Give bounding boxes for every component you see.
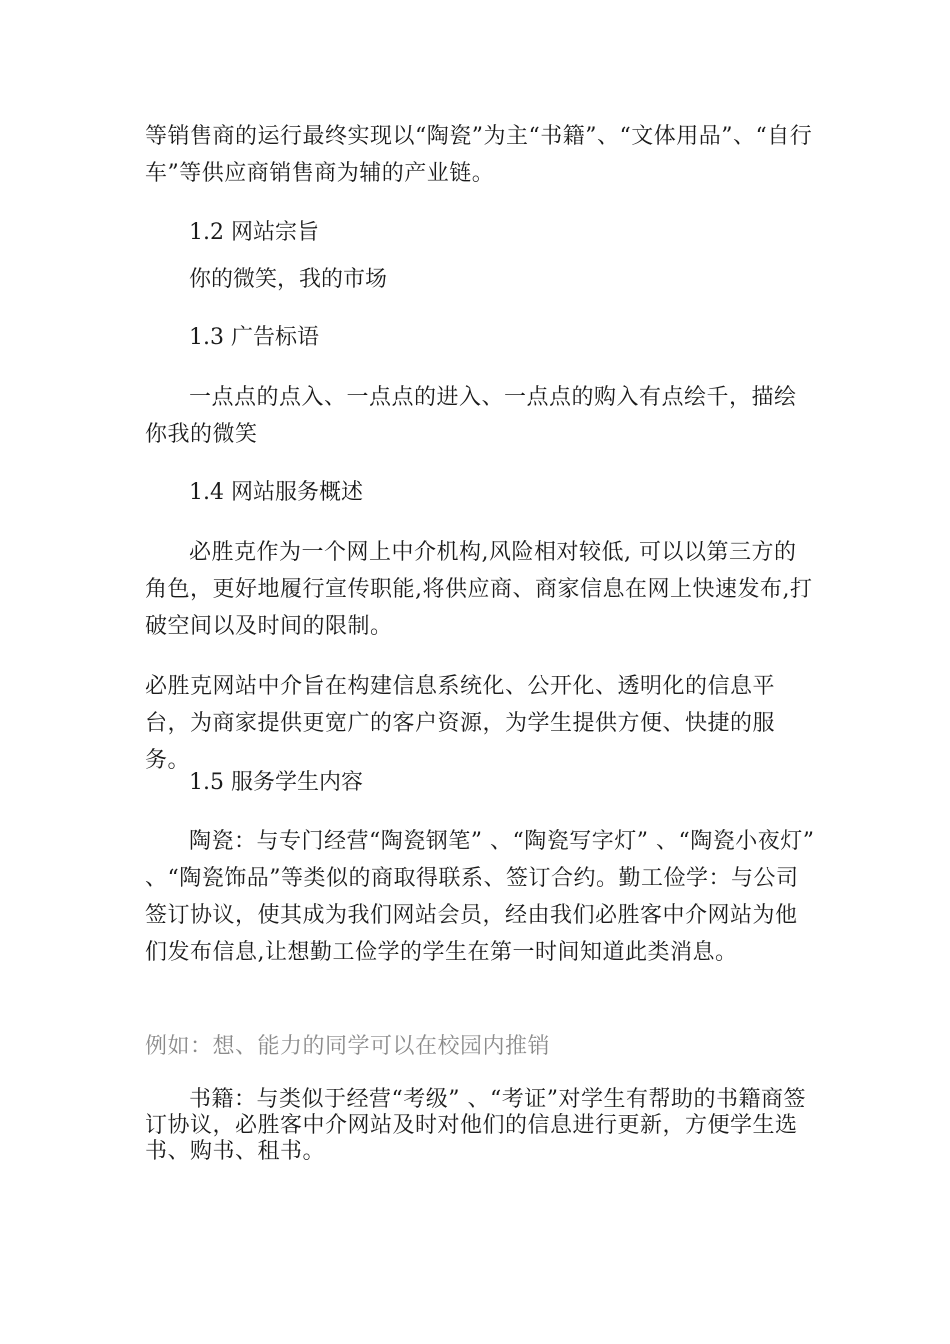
section-heading-1-3: 1.3 广告标语 [189,325,319,350]
intro-paragraph: 等销售商的运行最终实现以“陶瓷”为主“书籍”、“文体用品”、“自行车”等供应商销售商为辅的产业链。 [145,124,813,186]
section-heading-1-4: 1.4 网站服务概述 [189,480,363,505]
mission-paragraph: 你的微笑，我的市场 [189,267,388,292]
section-heading-1-5: 1.5 服务学生内容 [189,770,363,795]
example-paragraph: 例如：想、能力的同学可以在校园内推销 [145,1034,551,1059]
platform-paragraph: 必胜克网站中介旨在构建信息系统化、公开化、透明化的信息平台，为商家提供更宽广的客户资源，为学生提供方便、快捷的服务。 [145,674,776,773]
section-heading-1-2: 1.2 网站宗旨 [189,220,319,245]
books-paragraph: 书籍：与类似于经营“考级” 、“考证”对学生有帮助的书籍商签订协议，必胜客中介网站及时对他们的信息进行更新，方便学生选书、购书、租书。 [145,1087,806,1164]
slogan-paragraph: 一点点的点入、一点点的进入、一点点的购入有点绘千，描绘你我的微笑 [145,385,797,447]
service-overview-paragraph: 必胜克作为一个网上中介机构,风险相对较低, 可以以第三方的角色，更好地履行宣传职能,将供应商、商家信息在网上快速发布,打破空间以及时间的限制。 [145,540,813,639]
ceramics-paragraph: 陶瓷：与专门经营“陶瓷钢笔” 、“陶瓷写字灯” 、“陶瓷小夜灯” 、“陶瓷饰品”等类似的商取得联系、签订合约。勤工俭学：与公司签订协议，使其成为我们网站会员，经由我们必胜客中介网站为他们发布信息,让想勤工俭学的学生在第一时间知道此类消息。 [145,829,815,965]
